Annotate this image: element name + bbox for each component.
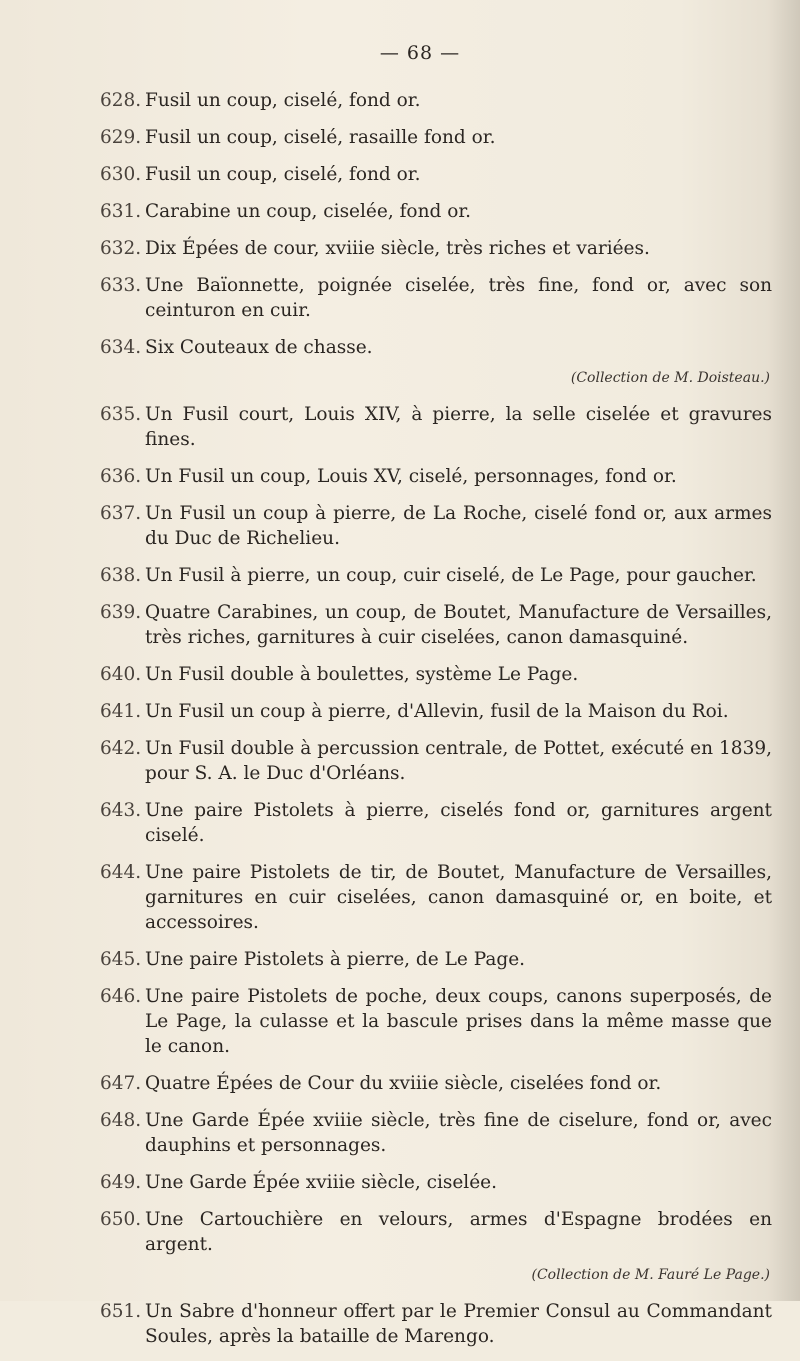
entry-number: 634.: [100, 337, 142, 358]
catalog-entry: [100, 335, 772, 360]
catalog-entry: [100, 798, 772, 848]
catalog-entry: [100, 947, 772, 972]
catalog-entry: [100, 501, 772, 551]
entry-text: Fusil un coup, ciselé, fond or.: [145, 164, 421, 185]
entry-text: Une Garde Épée xviiie siècle, très fine de ciselure, fond or, avec dauphins et personnages.: [145, 1110, 772, 1156]
collection-credit: (Collection de M. Doisteau.): [570, 370, 770, 386]
entry-text: Une Baïonnette, poignée ciselée, très fine, fond or, avec son ceinturon en cuir.: [145, 275, 772, 321]
entry-text: Quatre Épées de Cour du xviiie siècle, ciselées fond or.: [145, 1073, 662, 1094]
catalog-entry: [100, 860, 772, 935]
catalog-entry: [100, 1170, 772, 1195]
entry-number: 646.: [100, 986, 142, 1007]
entry-text: Une paire Pistolets à pierre, de Le Page.: [145, 949, 526, 970]
entry-number: 645.: [100, 949, 142, 970]
entry-number: 630.: [100, 164, 142, 185]
entry-number: 638.: [100, 565, 142, 586]
catalog-entry: [100, 1207, 772, 1257]
entry-text: Une paire Pistolets de tir, de Boutet, Manufacture de Versailles, garnitures en cuir ciselées, canon damasquiné or, en boite, et accessoires.: [145, 862, 772, 933]
entry-text: Un Fusil un coup à pierre, d'Allevin, fusil de la Maison du Roi.: [145, 701, 729, 722]
entry-number: 639.: [100, 602, 142, 623]
collection-credit: (Collection de M. Fauré Le Page.): [531, 1267, 770, 1283]
entry-text: Un Fusil double à percussion centrale, de Pottet, exécuté en 1839, pour S. A. le Duc d'Orléans.: [145, 738, 772, 784]
catalog-entry: [100, 88, 772, 113]
entry-number: 632.: [100, 238, 142, 259]
entry-number: 641.: [100, 701, 142, 722]
entry-number: 628.: [100, 90, 142, 111]
entry-number: 649.: [100, 1172, 142, 1193]
catalog-entry: [100, 273, 772, 323]
catalog-entry: [100, 1108, 772, 1158]
entry-text: Une Garde Épée xviiie siècle, ciselée.: [145, 1172, 498, 1193]
entry-text: Fusil un coup, ciselé, fond or.: [145, 90, 421, 111]
catalog-entries: [100, 88, 772, 1361]
catalog-entry: [100, 984, 772, 1059]
page-number: — 68 —: [379, 42, 461, 64]
entry-text: Un Sabre d'honneur offert par le Premier Consul au Commandant Soules, après la bataille de Marengo.: [145, 1301, 772, 1347]
entry-text: Quatre Carabines, un coup, de Boutet, Manufacture de Versailles, très riches, garnitures à cuir ciselées, canon damasquiné.: [145, 602, 772, 648]
entry-text: Un Fusil à pierre, un coup, cuir ciselé, de Le Page, pour gaucher.: [145, 565, 757, 586]
entry-text: Carabine un coup, ciselée, fond or.: [145, 201, 472, 222]
entry-text: Dix Épées de cour, xviiie siècle, très riches et variées.: [145, 238, 650, 259]
entry-number: 629.: [100, 127, 142, 148]
catalog-entry: [100, 464, 772, 489]
entry-text: Un Fusil un coup, Louis XV, ciselé, personnages, fond or.: [145, 466, 677, 487]
entry-text: Six Couteaux de chasse.: [145, 337, 373, 358]
catalog-entry: [100, 736, 772, 786]
entry-number: 648.: [100, 1110, 142, 1131]
entry-number: 642.: [100, 738, 142, 759]
entry-number: 637.: [100, 503, 142, 524]
entry-number: 647.: [100, 1073, 142, 1094]
entry-number: 650.: [100, 1209, 142, 1230]
entry-number: 640.: [100, 664, 142, 685]
entry-text: Une paire Pistolets de poche, deux coups, canons superposés, de Le Page, la culasse et la bascule prises dans la même masse que le canon.: [145, 986, 772, 1057]
catalog-entry: [100, 563, 772, 588]
catalog-entry: [100, 236, 772, 261]
catalog-entry: [100, 125, 772, 150]
entry-number: 636.: [100, 466, 142, 487]
entry-number: 651.: [100, 1301, 142, 1322]
entry-text: Fusil un coup, ciselé, rasaille fond or.: [145, 127, 496, 148]
entry-text: Un Fusil court, Louis XIV, à pierre, la selle ciselée et gravures fines.: [145, 404, 772, 450]
entry-text: Une Cartouchière en velours, armes d'Espagne brodées en argent.: [145, 1209, 772, 1255]
entry-number: 631.: [100, 201, 142, 222]
entry-number: 644.: [100, 862, 142, 883]
entry-text: Un Fusil un coup à pierre, de La Roche, ciselé fond or, aux armes du Duc de Richelieu.: [145, 503, 772, 549]
entry-number: 635.: [100, 404, 142, 425]
catalog-entry: [100, 162, 772, 187]
catalog-entry: [100, 1299, 772, 1349]
catalog-entry: [100, 699, 772, 724]
entry-number: 643.: [100, 800, 142, 821]
entry-number: 633.: [100, 275, 142, 296]
catalog-entry: [100, 402, 772, 452]
entry-text: Une paire Pistolets à pierre, ciselés fond or, garnitures argent ciselé.: [145, 800, 772, 846]
catalog-entry: [100, 600, 772, 650]
catalog-entry: [100, 1071, 772, 1096]
catalog-entry: [100, 199, 772, 224]
entry-text: Un Fusil double à boulettes, système Le Page.: [145, 664, 579, 685]
catalog-entry: [100, 662, 772, 687]
